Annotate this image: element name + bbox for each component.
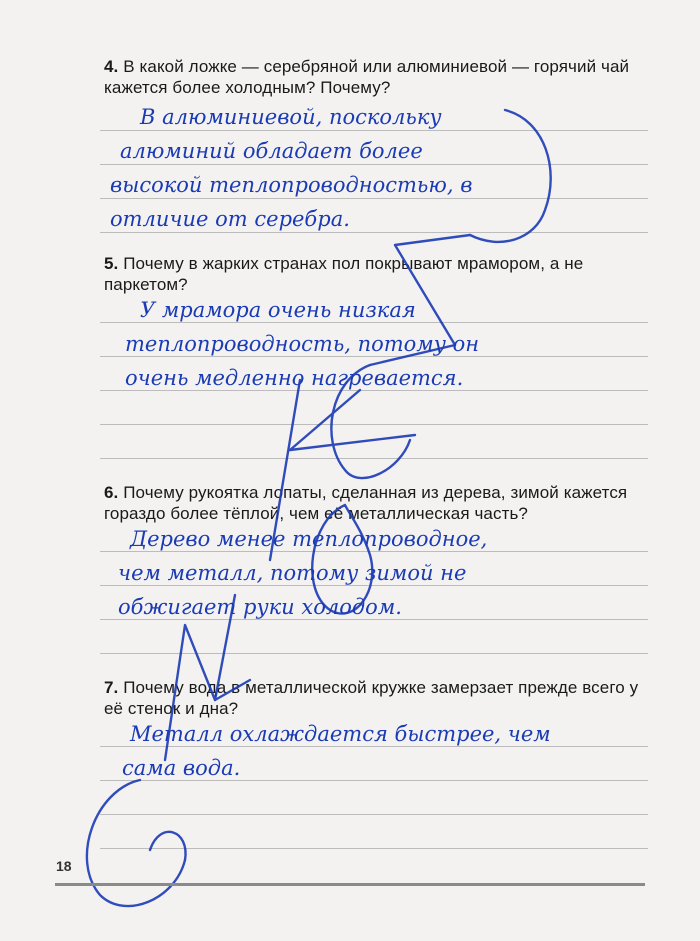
ruled-line [100,424,648,425]
question-number: 7. [104,678,119,697]
answer-line: сама вода. [122,756,241,780]
ruled-line [100,458,648,459]
question-7 [104,677,654,719]
answer-6 [118,522,487,624]
answer-line: алюминий обладает более [120,139,423,163]
ruled-line [100,814,648,815]
answer-line: Металл охлаждается быстрее, чем [130,722,551,746]
answer-line: обжигает руки холодом. [118,595,402,619]
answer-line: высокой теплопроводностью, в [110,173,473,197]
answer-4 [110,100,473,236]
question-4 [104,56,654,98]
answer-line: отличие от серебра. [110,207,350,231]
bottom-rule [55,883,645,886]
answer-line: очень медленно нагревается. [125,366,464,390]
question-number: 4. [104,57,119,76]
question-number: 5. [104,254,119,273]
answer-line: У мрамора очень низкая [140,298,416,322]
ruled-line [100,653,648,654]
answer-line: В алюминиевой, поскольку [140,105,442,129]
answer-line: чем металл, потому зимой не [118,561,467,585]
answer-5 [125,293,479,395]
page-number: 18 [56,858,72,874]
answer-7 [122,717,551,785]
question-text: Почему вода в металлической кружке замерзает прежде всего у её стенок и дна? [104,678,639,718]
question-text: Почему рукоятка лопаты, сделанная из дерева, зимой кажется гораздо более тёплой, чем её металлическая часть? [104,483,628,523]
question-6 [104,482,654,524]
question-number: 6. [104,483,119,502]
question-5 [104,253,654,295]
answer-line: теплопроводность, потому он [125,332,480,356]
ruled-line [100,848,648,849]
answer-line: Дерево менее теплопроводное, [130,527,488,551]
question-text: В какой ложке — серебряной или алюминиевой — горячий чай кажется более холодным? Почему? [104,57,630,97]
question-text: Почему в жарких странах пол покрывают мрамором, а не паркетом? [104,254,584,294]
